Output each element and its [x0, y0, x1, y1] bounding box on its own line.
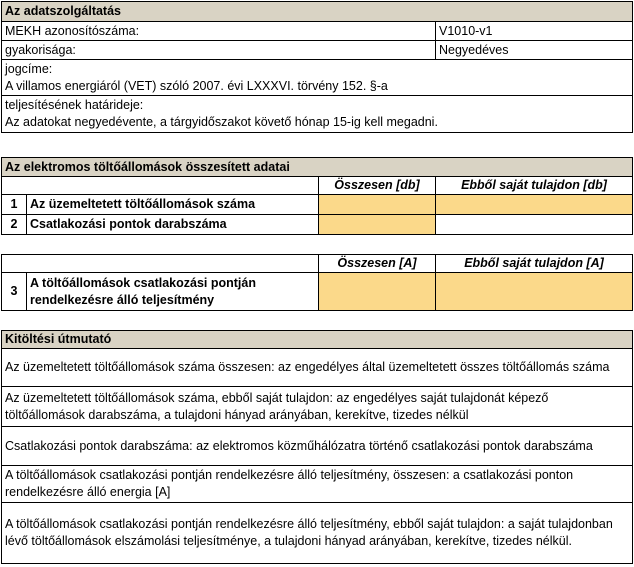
connection-points-total-input[interactable] [319, 215, 436, 235]
instruction-item: A töltőállomások csatlakozási pontján rendelkezésre álló teljesítmény, ebből saját tulajdon: a saját tulajdonban lévő töltőállomások elszámolási teljesítménye, a tulajdoni hányad arányában, kerekítve, tizedes nélkül. [2, 503, 633, 564]
connection-points-own-input[interactable] [436, 215, 633, 235]
frequency-label: gyakorisága: [2, 41, 436, 60]
own-db-header: Ebből saját tulajdon [db] [436, 177, 633, 195]
available-power-own-input[interactable] [436, 273, 633, 311]
row-number: 1 [2, 195, 27, 215]
instruction-item: Csatlakozási pontok darabszáma: az elektromos közműhálózatra történő csatlakozási pontok darabszáma [2, 427, 633, 466]
section1-title: Az adatszolgáltatás [2, 2, 633, 22]
total-a-header: Összesen [A] [319, 255, 436, 273]
mekh-id-label: MEKH azonosítószáma: [2, 22, 436, 41]
operated-stations-own-input[interactable] [436, 195, 633, 215]
row-number: 3 [2, 273, 27, 311]
mekh-id-value: V1010-v1 [436, 22, 633, 41]
available-power-total-input[interactable] [319, 273, 436, 311]
power-table [1, 254, 633, 311]
section4-title: Kitöltési útmutató [2, 331, 633, 349]
own-a-header: Ebből saját tulajdon [A] [436, 255, 633, 273]
section2-title: Az elektromos töltőállomások összesített adatai [2, 158, 633, 177]
available-power-label [27, 273, 319, 311]
connection-points-label: Csatlakozási pontok darabszáma [27, 215, 319, 235]
legal-basis-value: A villamos energiáról (VET) szóló 2007. évi LXXXVI. törvény 152. §-a [5, 78, 388, 93]
available-power-label-line2: rendelkezésre álló teljesítmény [30, 292, 215, 307]
legal-basis-label: jogcíme: [5, 61, 53, 76]
total-db-header: Összesen [db] [319, 177, 436, 195]
section3-empty-header [2, 255, 319, 273]
section2-empty-header [2, 177, 319, 195]
instruction-item: Az üzemeltetett töltőállomások száma összesen: az engedélyes által üzemeltetett összes töltőállomás száma [2, 349, 633, 387]
deadline-label: teljesítésének határideje: [5, 98, 144, 112]
deadline-cell [2, 96, 633, 133]
row-number: 2 [2, 215, 27, 235]
legal-basis-cell [2, 60, 633, 96]
deadline-value: Az adatokat negyedévente, a tárgyidőszakot követő hónap 15-ig kell megadni. [5, 115, 438, 129]
available-power-label-line1: A töltőállomások csatlakozási pontján [30, 275, 256, 290]
operated-stations-label: Az üzemeltetett töltőállomások száma [27, 195, 319, 215]
instruction-item: Az üzemeltetett töltőállomások száma, ebből saját tulajdon: az engedélyes saját tulajdonát képező töltőállomások darabszáma, a tulajdoni hányad arányában, kerekítve, tizedes nélkül [2, 387, 633, 427]
frequency-value: Negyedéves [436, 41, 633, 60]
charging-stations-table [1, 157, 633, 235]
operated-stations-total-input[interactable] [319, 195, 436, 215]
instructions-table [1, 330, 633, 564]
data-service-table [1, 1, 633, 133]
instruction-item: A töltőállomások csatlakozási pontján rendelkezésre álló teljesítmény, összesen: a csatlakozási ponton rendelkezésre álló energia [A] [2, 466, 633, 503]
